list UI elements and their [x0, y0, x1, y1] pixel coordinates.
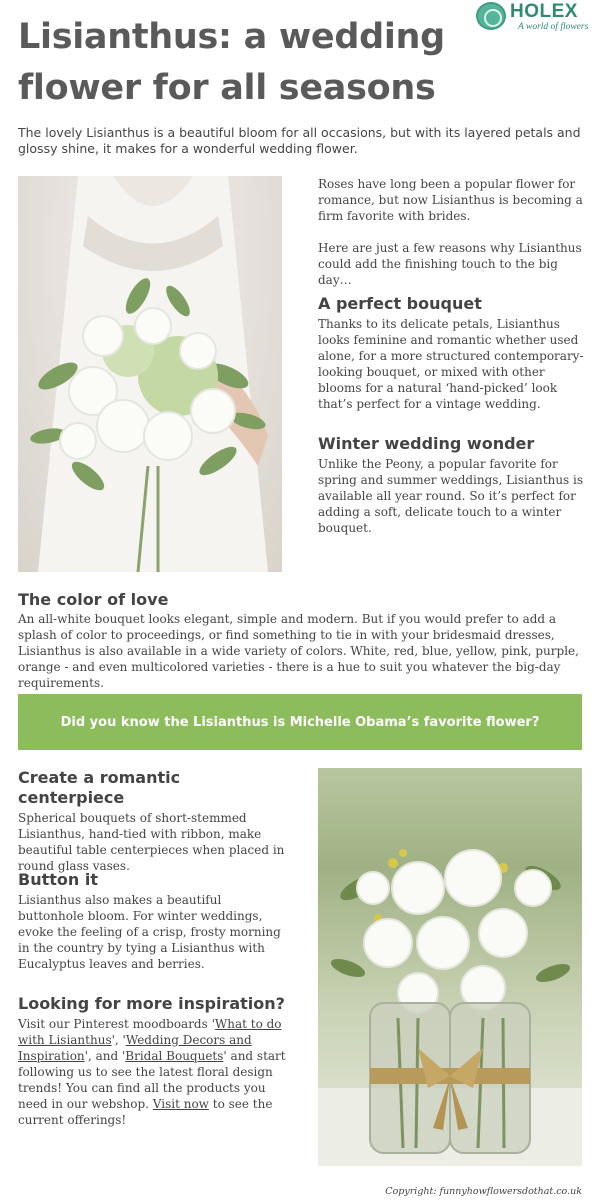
- centerpiece-section: [18, 768, 288, 874]
- centerpiece-jars-photo: [318, 768, 582, 1166]
- color-of-love-heading: The color of love: [18, 590, 169, 609]
- right-intro-1: Roses have long been a popular flower for romance, but now Lisianthus is becoming a firm favorite with brides.: [318, 177, 583, 223]
- button-it-text: Lisianthus also makes a beautiful buttonhole bloom. For winter weddings, evoke the feeling of a crisp, frosty morning in the country by tying a Lisianthus with Eucalyptus leaves and berries.: [18, 893, 281, 971]
- centerpiece-text: Spherical bouquets of short-stemmed Lisianthus, hand-tied with ribbon, make beautiful table centerpieces when placed in round glass vases.: [18, 811, 285, 873]
- inspiration-section: [18, 994, 288, 1128]
- link-wedding-decors[interactable]: Wedding Decors and Inspiration: [18, 1033, 252, 1063]
- perfect-bouquet-heading: A perfect bouquet: [318, 294, 482, 313]
- link-bridal-bouquets[interactable]: Bridal Bouquets: [125, 1049, 224, 1063]
- inspiration-text-3: ', and ': [84, 1049, 126, 1063]
- fact-banner: [18, 694, 582, 750]
- intro-paragraph: The lovely Lisianthus is a beautiful bloom for all occasions, but with its layered petals and glossy shine, it makes for a wonderful wedding flower.: [18, 125, 581, 156]
- color-of-love-text: An all-white bouquet looks elegant, simple and modern. But if you would prefer to add a splash of color to proceedings, or find something to tie in with your bridesmaid dresses, Lisianthus is also available in a wide variety of colors. White, red, blue, yellow, pink, purple, orange - and even multicolored varieties - there is a hue to suit you whatever the big-day requirements.: [18, 612, 579, 690]
- inspiration-text-4: ' and start following us to see the latest floral design trends! You can find all the products you need in our webshop.: [18, 1049, 286, 1111]
- logo-tagline: A world of flowers: [518, 22, 589, 32]
- link-visit-now[interactable]: Visit now: [152, 1097, 209, 1111]
- button-it-heading: Button it: [18, 870, 98, 889]
- winter-wedding-heading: Winter wedding wonder: [318, 434, 535, 453]
- perfect-bouquet-text: Thanks to its delicate petals, Lisianthus looks feminine and romantic whether used alone, for a more structured contemporary-looking bouquet, or mixed with other blooms for a natural ‘hand-picked’ look that’s perfect for a vintage wedding.: [318, 317, 584, 411]
- bridal-bouquet-illustration: [18, 176, 282, 572]
- winter-wedding-text: Unlike the Peony, a popular favorite for spring and summer weddings, Lisianthus is available all year round. So it’s perfect for adding a soft, delicate touch to a winter bouquet.: [318, 457, 584, 535]
- inspiration-text-1: Visit our Pinterest moodboards ': [18, 1017, 215, 1031]
- logo-name: HOLEX: [510, 1, 578, 22]
- centerpiece-jars-illustration: [318, 768, 582, 1166]
- right-intro-2: Here are just a few reasons why Lisianthus could add the finishing touch to the big day…: [318, 241, 582, 287]
- page-title: Lisianthus: a wedding flower for all seasons: [18, 17, 445, 108]
- inspiration-text-5: to see the current offerings!: [18, 1097, 273, 1127]
- link-what-to-do-with-lisianthus[interactable]: What to do with Lisianthus: [18, 1017, 282, 1047]
- inspiration-heading: Looking for more inspiration?: [18, 994, 285, 1013]
- fact-banner-text: Did you know the Lisianthus is Michelle Obama’s favorite flower?: [60, 714, 540, 730]
- perfect-bouquet-section: [318, 294, 584, 412]
- button-it-section: [18, 870, 288, 972]
- centerpiece-heading: Create a romantic centerpiece: [18, 768, 181, 807]
- right-column: [318, 176, 584, 288]
- inspiration-text-2: ', ': [111, 1033, 126, 1047]
- bridal-bouquet-photo: [18, 176, 282, 572]
- inspiration-text: [18, 1016, 288, 1128]
- color-of-love-section: [18, 590, 584, 691]
- winter-wedding-section: [318, 434, 584, 536]
- copyright-text: Copyright: funnyhowflowersdothat.co.uk: [385, 1186, 582, 1197]
